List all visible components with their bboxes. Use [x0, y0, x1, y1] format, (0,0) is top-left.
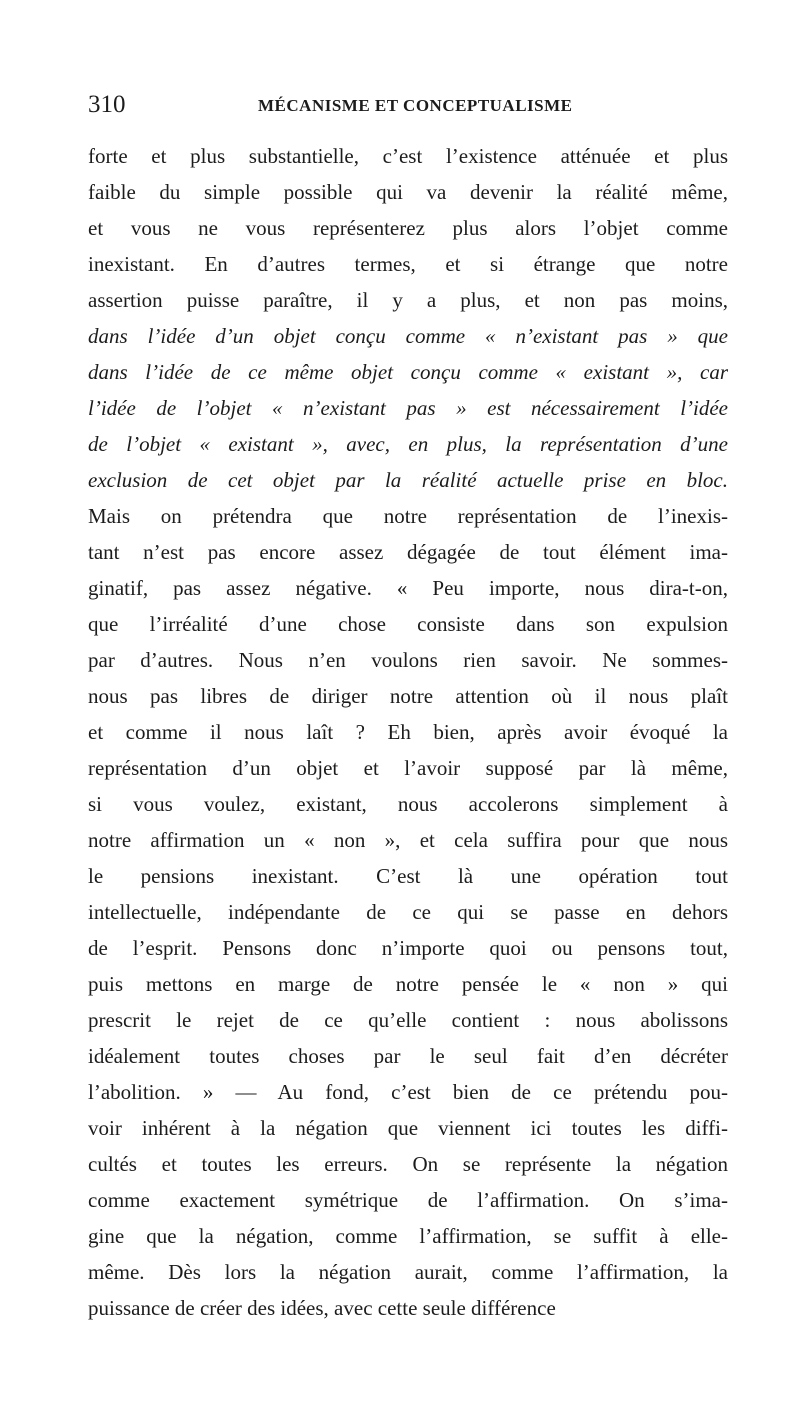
text-line: de l’objet « existant », avec, en plus, la représentation d’une [88, 432, 728, 456]
text-line: ginatif, pas assez négative. « Peu importe, nous dira-t-on, [88, 576, 728, 600]
text-line: assertion puisse paraître, il y a plus, et non pas moins, [88, 288, 728, 312]
running-title: MÉCANISME ET CONCEPTUALISME [258, 96, 573, 115]
text-line: puissance de créer des idées, avec cette seule différence [88, 1296, 556, 1320]
text-line: idéalement toutes choses par le seul fait d’en décréter [88, 1044, 728, 1068]
text-line: voir inhérent à la négation que viennent ici toutes les diffi- [88, 1116, 728, 1140]
text-line: exclusion de cet objet par la réalité actuelle prise en bloc. [88, 468, 728, 492]
text-line: de l’esprit. Pensons donc n’importe quoi ou pensons tout, [88, 936, 728, 960]
page-number: 310 [88, 91, 126, 118]
text-line: cultés et toutes les erreurs. On se représente la négation [88, 1152, 728, 1176]
text-line: l’idée de l’objet « n’existant pas » est nécessairement l’idée [88, 396, 728, 420]
text-line: même. Dès lors la négation aurait, comme l’affirmation, la [88, 1260, 728, 1284]
text-line: puis mettons en marge de notre pensée le « non » qui [88, 972, 728, 996]
text-line: comme exactement symétrique de l’affirmation. On s’ima- [88, 1188, 728, 1212]
text-line: par d’autres. Nous n’en voulons rien savoir. Ne sommes- [88, 648, 728, 672]
text-line: dans l’idée d’un objet conçu comme « n’existant pas » que [88, 324, 728, 348]
text-line: prescrit le rejet de ce qu’elle contient : nous abolissons [88, 1008, 728, 1032]
text-line: dans l’idée de ce même objet conçu comme « existant », car [88, 360, 728, 384]
page-header [88, 90, 728, 120]
text-line: forte et plus substantielle, c’est l’existence atténuée et plus [88, 144, 728, 168]
text-line: inexistant. En d’autres termes, et si étrange que notre [88, 252, 728, 276]
text-line: notre affirmation un « non », et cela suffira pour que nous [88, 828, 728, 852]
text-line: gine que la négation, comme l’affirmation, se suffit à elle- [88, 1224, 728, 1248]
text-line: que l’irréalité d’une chose consiste dans son expulsion [88, 612, 728, 636]
text-line: et comme il nous laît ? Eh bien, après avoir évoqué la [88, 720, 728, 744]
body-text [88, 138, 728, 1326]
text-line: et vous ne vous représenterez plus alors l’objet comme [88, 216, 728, 240]
text-line: intellectuelle, indépendante de ce qui se passe en dehors [88, 900, 728, 924]
text-line: Mais on prétendra que notre représentation de l’inexis- [88, 504, 728, 528]
text-line: l’abolition. » — Au fond, c’est bien de ce prétendu pou- [88, 1080, 728, 1104]
text-line: le pensions inexistant. C’est là une opération tout [88, 864, 728, 888]
text-line: tant n’est pas encore assez dégagée de tout élément ima- [88, 540, 728, 564]
text-line: nous pas libres de diriger notre attention où il nous plaît [88, 684, 728, 708]
text-line: si vous voulez, existant, nous accolerons simplement à [88, 792, 728, 816]
text-line: faible du simple possible qui va devenir la réalité même, [88, 180, 728, 204]
text-line: représentation d’un objet et l’avoir supposé par là même, [88, 756, 728, 780]
